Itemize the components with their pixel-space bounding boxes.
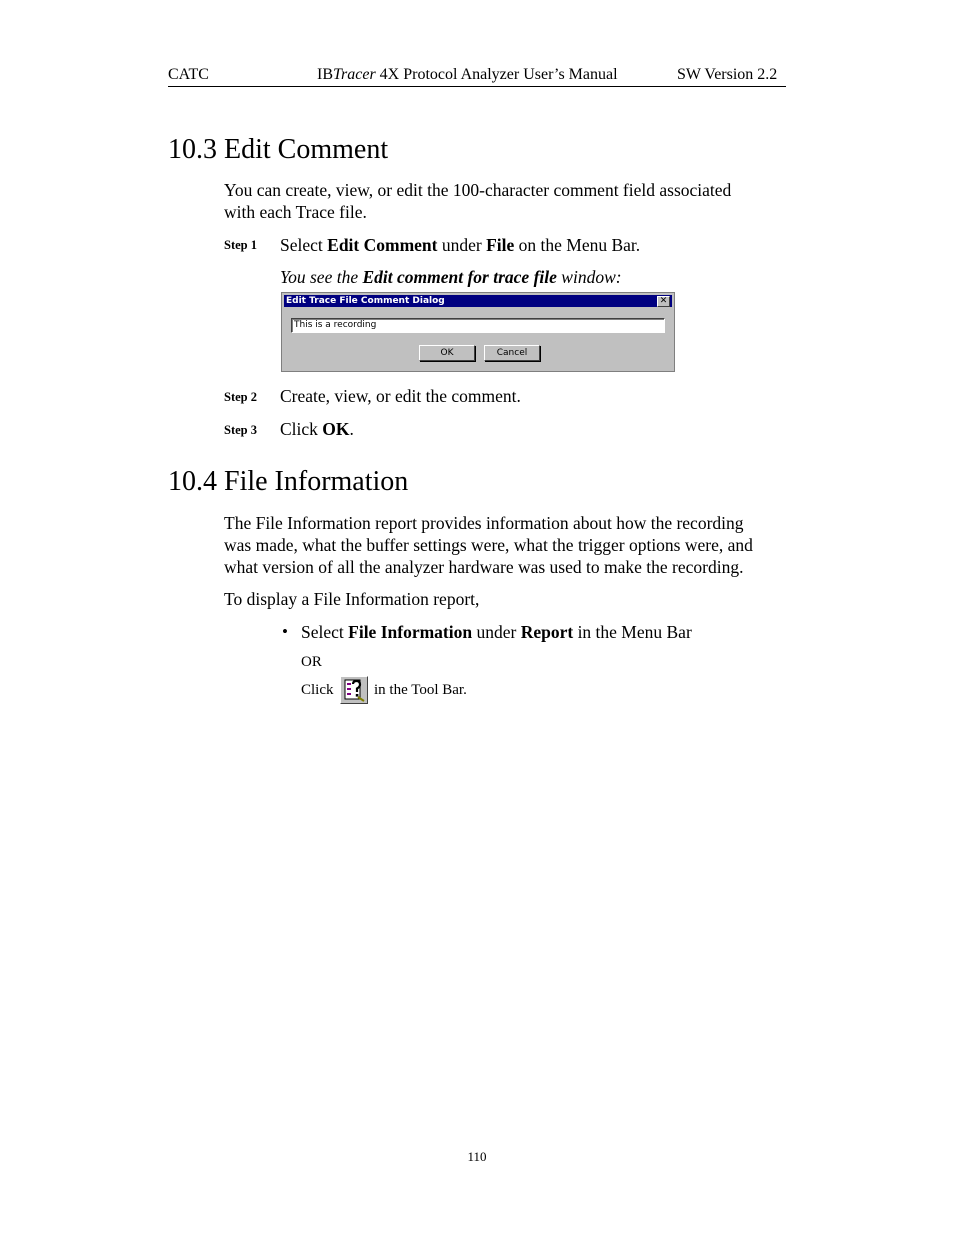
header-title-prefix: IB [317,66,333,83]
click-text: Click [301,682,334,698]
header-title-suffix: 4X Protocol Analyzer User’s Manual [375,66,618,83]
step-1-t1: Select [280,235,328,255]
bullet-dot: • [282,622,288,641]
section-title-file-information: 10.4 File Information [168,466,409,497]
step-1-b2: File [486,235,515,255]
edit-comment-dialog [281,292,675,372]
comment-input[interactable]: This is a recording [291,318,665,333]
header-right: SW Version 2.2 [677,66,778,83]
ok-button[interactable]: OK [419,345,475,361]
intro-line-1: You can create, view, or edit the 100-character comment field associated [224,180,732,200]
para-line-3: what version of all the analyzer hardware was used to make the recording. [224,557,744,577]
step-1-t3: on the Menu Bar. [514,235,641,255]
step-1-result [280,266,622,288]
click-text-post: in the Tool Bar. [374,682,467,698]
file-information-icon-graphic [341,677,367,703]
step-2-label: Step 2 [224,390,257,404]
cancel-button[interactable]: Cancel [484,345,540,361]
step-1-b1: Edit Comment [327,235,438,255]
or-text: OR [301,654,322,670]
para-line-2: was made, what the buffer settings were, what the trigger options were, and [224,535,753,555]
step-3-b1: OK [322,419,350,439]
step-3-label: Step 3 [224,423,257,437]
header-title-italic: Tracer [333,66,376,83]
result-t2: window: [556,267,622,287]
file-information-paragraph [224,512,753,578]
edit-comment-intro [224,179,731,223]
header-title [317,66,618,84]
para-line-1: The File Information report provides information about how the recording [224,513,744,533]
intro-line-2: with each Trace file. [224,202,367,222]
result-b1: Edit comment for trace file [362,267,557,287]
dialog-titlebar [284,295,672,307]
step-3-t2: . [349,419,354,439]
file-information-icon[interactable] [340,676,368,704]
step-3-text [280,418,354,440]
bullet-t3: in the Menu Bar [573,622,692,642]
section-title-edit-comment: 10.3 Edit Comment [168,134,389,165]
bullet-b1: File Information [348,622,473,642]
bullet-t1: Select [301,622,349,642]
result-t1: You see the [280,267,363,287]
bullet-t2: under [472,622,521,642]
step-1-label: Step 1 [224,238,257,252]
step-1-text [280,234,640,256]
header-rule [168,86,786,87]
bullet-text [301,621,692,643]
header-left: CATC [168,66,209,83]
close-icon[interactable]: ✕ [657,296,670,307]
step-3-t1: Click [280,419,323,439]
file-information-para2: To display a File Information report, [224,589,480,609]
step-1-t2: under [437,235,487,255]
page-number: 110 [467,1149,487,1164]
step-2-text: Create, view, or edit the comment. [280,386,521,406]
bullet-b2: Report [520,622,574,642]
dialog-title: Edit Trace File Comment Dialog [286,296,445,306]
